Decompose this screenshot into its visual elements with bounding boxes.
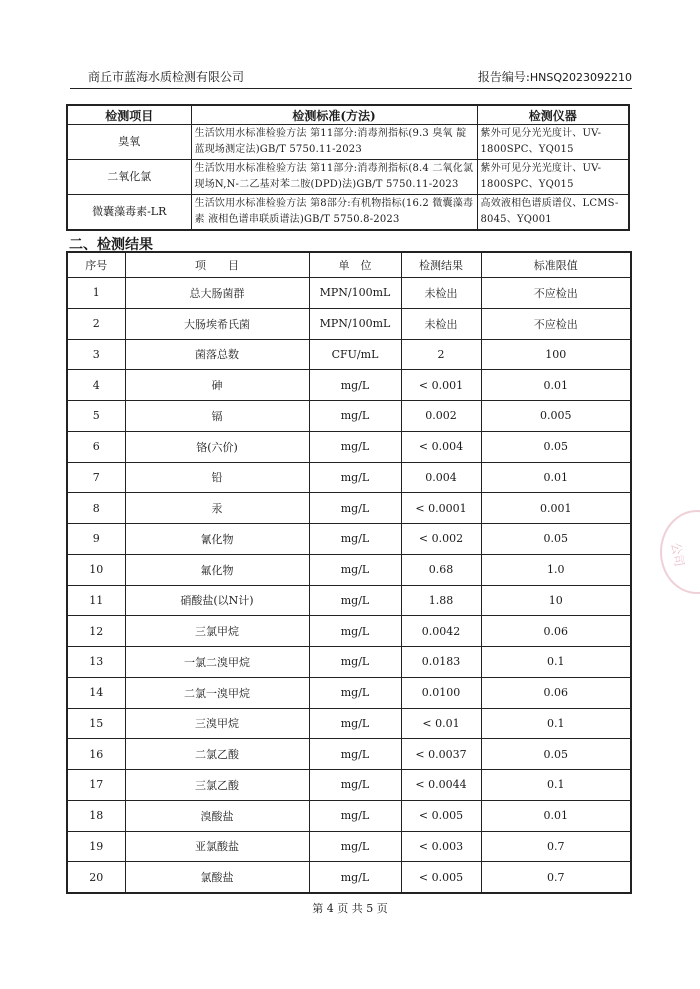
- methods-table: [66, 104, 630, 231]
- methods-row: [67, 195, 629, 231]
- row-result: < 0.004: [401, 431, 481, 462]
- row-unit: mg/L: [309, 862, 401, 893]
- row-limit: 0.05: [481, 739, 631, 770]
- section-title: 二、检测结果: [69, 237, 153, 253]
- row-index: 6: [67, 431, 125, 462]
- row-item: 三氯乙酸: [125, 770, 309, 801]
- report-number-value: HNSQ2023092210: [529, 71, 632, 84]
- table-row: [67, 278, 631, 309]
- row-limit: 不应检出: [481, 308, 631, 339]
- row-result: < 0.0037: [401, 739, 481, 770]
- row-index: 17: [67, 770, 125, 801]
- header-index: 序号: [67, 252, 125, 278]
- table-row: [67, 647, 631, 678]
- row-limit: 不应检出: [481, 278, 631, 309]
- row-unit: mg/L: [309, 739, 401, 770]
- row-limit: 1.0: [481, 554, 631, 585]
- page-footer: 第 4 页 共 5 页: [312, 902, 388, 915]
- row-result: < 0.01: [401, 708, 481, 739]
- header-limit: 标准限值: [481, 252, 631, 278]
- row-unit: mg/L: [309, 370, 401, 401]
- report-number: [478, 68, 632, 85]
- row-limit: 0.7: [481, 862, 631, 893]
- row-item: 镉: [125, 401, 309, 432]
- row-result: < 0.001: [401, 370, 481, 401]
- table-row: [67, 308, 631, 339]
- table-row: [67, 493, 631, 524]
- row-item: 亚氯酸盐: [125, 831, 309, 862]
- report-number-label: 报告编号:: [477, 70, 530, 84]
- table-row: [67, 800, 631, 831]
- row-limit: 0.1: [481, 708, 631, 739]
- row-item: 大肠埃希氏菌: [125, 308, 309, 339]
- row-unit: mg/L: [309, 585, 401, 616]
- row-index: 2: [67, 308, 125, 339]
- table-row: [67, 401, 631, 432]
- method-standard: 生活饮用水标准检验方法 第11部分:消毒剂指标(8.4 二氧化氯 现场N,N-二乙基对苯二胺(DPD)法)GB/T 5750.11-2023: [191, 160, 477, 195]
- row-result: 2: [401, 339, 481, 370]
- company-name: 商丘市蓝海水质检测有限公司: [88, 70, 245, 84]
- row-limit: 0.01: [481, 800, 631, 831]
- row-result: < 0.005: [401, 862, 481, 893]
- methods-header-row: [67, 105, 629, 125]
- seal-text: 公司: [668, 541, 687, 568]
- header-item: 项 目: [125, 252, 309, 278]
- table-row: [67, 462, 631, 493]
- row-result: 未检出: [401, 278, 481, 309]
- row-index: 14: [67, 677, 125, 708]
- row-limit: 0.001: [481, 493, 631, 524]
- table-row: [67, 585, 631, 616]
- row-index: 8: [67, 493, 125, 524]
- row-index: 5: [67, 401, 125, 432]
- methods-header-instrument: 检测仪器: [477, 105, 629, 125]
- row-unit: mg/L: [309, 616, 401, 647]
- row-unit: mg/L: [309, 462, 401, 493]
- row-result: < 0.003: [401, 831, 481, 862]
- row-limit: 0.01: [481, 462, 631, 493]
- header-unit: 单 位: [309, 252, 401, 278]
- row-item: 二氯乙酸: [125, 739, 309, 770]
- row-index: 9: [67, 524, 125, 555]
- row-result: 1.88: [401, 585, 481, 616]
- methods-row: [67, 160, 629, 195]
- row-item: 溴酸盐: [125, 800, 309, 831]
- row-item: 二氯一溴甲烷: [125, 677, 309, 708]
- table-row: [67, 524, 631, 555]
- row-index: 19: [67, 831, 125, 862]
- row-limit: 10: [481, 585, 631, 616]
- method-instrument: 高效液相色谱质谱仪、LCMS-8045、YQ001: [477, 195, 629, 231]
- row-index: 12: [67, 616, 125, 647]
- results-table: [66, 251, 632, 894]
- row-limit: 100: [481, 339, 631, 370]
- row-limit: 0.1: [481, 647, 631, 678]
- results-body: [67, 278, 631, 894]
- row-unit: mg/L: [309, 401, 401, 432]
- method-instrument: 紫外可见分光光度计、UV-1800SPC、YQ015: [477, 125, 629, 160]
- table-row: [67, 739, 631, 770]
- method-item: 臭氧: [67, 125, 191, 160]
- row-unit: mg/L: [309, 554, 401, 585]
- row-index: 11: [67, 585, 125, 616]
- row-unit: mg/L: [309, 831, 401, 862]
- row-index: 1: [67, 278, 125, 309]
- row-unit: mg/L: [309, 493, 401, 524]
- row-item: 氰化物: [125, 524, 309, 555]
- row-unit: mg/L: [309, 431, 401, 462]
- row-limit: 0.05: [481, 431, 631, 462]
- row-result: 0.0183: [401, 647, 481, 678]
- table-row: [67, 770, 631, 801]
- row-item: 三溴甲烷: [125, 708, 309, 739]
- row-item: 氯酸盐: [125, 862, 309, 893]
- row-index: 3: [67, 339, 125, 370]
- row-unit: mg/L: [309, 647, 401, 678]
- row-result: 0.0100: [401, 677, 481, 708]
- row-item: 菌落总数: [125, 339, 309, 370]
- row-unit: mg/L: [309, 677, 401, 708]
- row-result: 0.68: [401, 554, 481, 585]
- company-seal: [660, 510, 700, 594]
- row-limit: 0.7: [481, 831, 631, 862]
- method-standard: 生活饮用水标准检验方法 第8部分:有机物指标(16.2 微囊藻毒素 液相色谱串联质谱法)GB/T 5750.8-2023: [191, 195, 477, 231]
- row-limit: 0.05: [481, 524, 631, 555]
- row-unit: MPN/100mL: [309, 278, 401, 309]
- row-result: 0.0042: [401, 616, 481, 647]
- row-index: 15: [67, 708, 125, 739]
- row-limit: 0.01: [481, 370, 631, 401]
- row-item: 铬(六价): [125, 431, 309, 462]
- row-result: < 0.005: [401, 800, 481, 831]
- row-result: 0.004: [401, 462, 481, 493]
- results-header-row: [67, 252, 631, 278]
- row-unit: mg/L: [309, 524, 401, 555]
- header-result: 检测结果: [401, 252, 481, 278]
- row-index: 10: [67, 554, 125, 585]
- table-row: [67, 339, 631, 370]
- row-unit: mg/L: [309, 770, 401, 801]
- row-unit: mg/L: [309, 800, 401, 831]
- table-row: [67, 554, 631, 585]
- method-item: 二氧化氯: [67, 160, 191, 195]
- row-result: < 0.002: [401, 524, 481, 555]
- method-item: 微囊藻毒素-LR: [67, 195, 191, 231]
- row-index: 16: [67, 739, 125, 770]
- table-row: [67, 370, 631, 401]
- methods-header-standard: 检测标准(方法): [191, 105, 477, 125]
- row-index: 7: [67, 462, 125, 493]
- row-item: 铅: [125, 462, 309, 493]
- table-row: [67, 708, 631, 739]
- row-result: 0.002: [401, 401, 481, 432]
- row-limit: 0.06: [481, 677, 631, 708]
- row-result: < 0.0001: [401, 493, 481, 524]
- row-index: 13: [67, 647, 125, 678]
- table-row: [67, 677, 631, 708]
- row-item: 硝酸盐(以N计): [125, 585, 309, 616]
- row-item: 一氯二溴甲烷: [125, 647, 309, 678]
- method-standard: 生活饮用水标准检验方法 第11部分:消毒剂指标(9.3 臭氧 靛蓝现场测定法)GB/T 5750.11-2023: [191, 125, 477, 160]
- row-item: 总大肠菌群: [125, 278, 309, 309]
- row-limit: 0.005: [481, 401, 631, 432]
- row-unit: mg/L: [309, 708, 401, 739]
- table-row: [67, 862, 631, 893]
- row-unit: MPN/100mL: [309, 308, 401, 339]
- table-row: [67, 431, 631, 462]
- row-index: 4: [67, 370, 125, 401]
- row-result: < 0.0044: [401, 770, 481, 801]
- row-item: 汞: [125, 493, 309, 524]
- table-row: [67, 616, 631, 647]
- row-limit: 0.06: [481, 616, 631, 647]
- row-limit: 0.1: [481, 770, 631, 801]
- row-item: 砷: [125, 370, 309, 401]
- row-index: 18: [67, 800, 125, 831]
- row-item: 氟化物: [125, 554, 309, 585]
- row-item: 三氯甲烷: [125, 616, 309, 647]
- method-instrument: 紫外可见分光光度计、UV-1800SPC、YQ015: [477, 160, 629, 195]
- row-result: 未检出: [401, 308, 481, 339]
- row-index: 20: [67, 862, 125, 893]
- page-header: [70, 68, 632, 89]
- table-row: [67, 831, 631, 862]
- row-unit: CFU/mL: [309, 339, 401, 370]
- methods-row: [67, 125, 629, 160]
- methods-header-item: 检测项目: [67, 105, 191, 125]
